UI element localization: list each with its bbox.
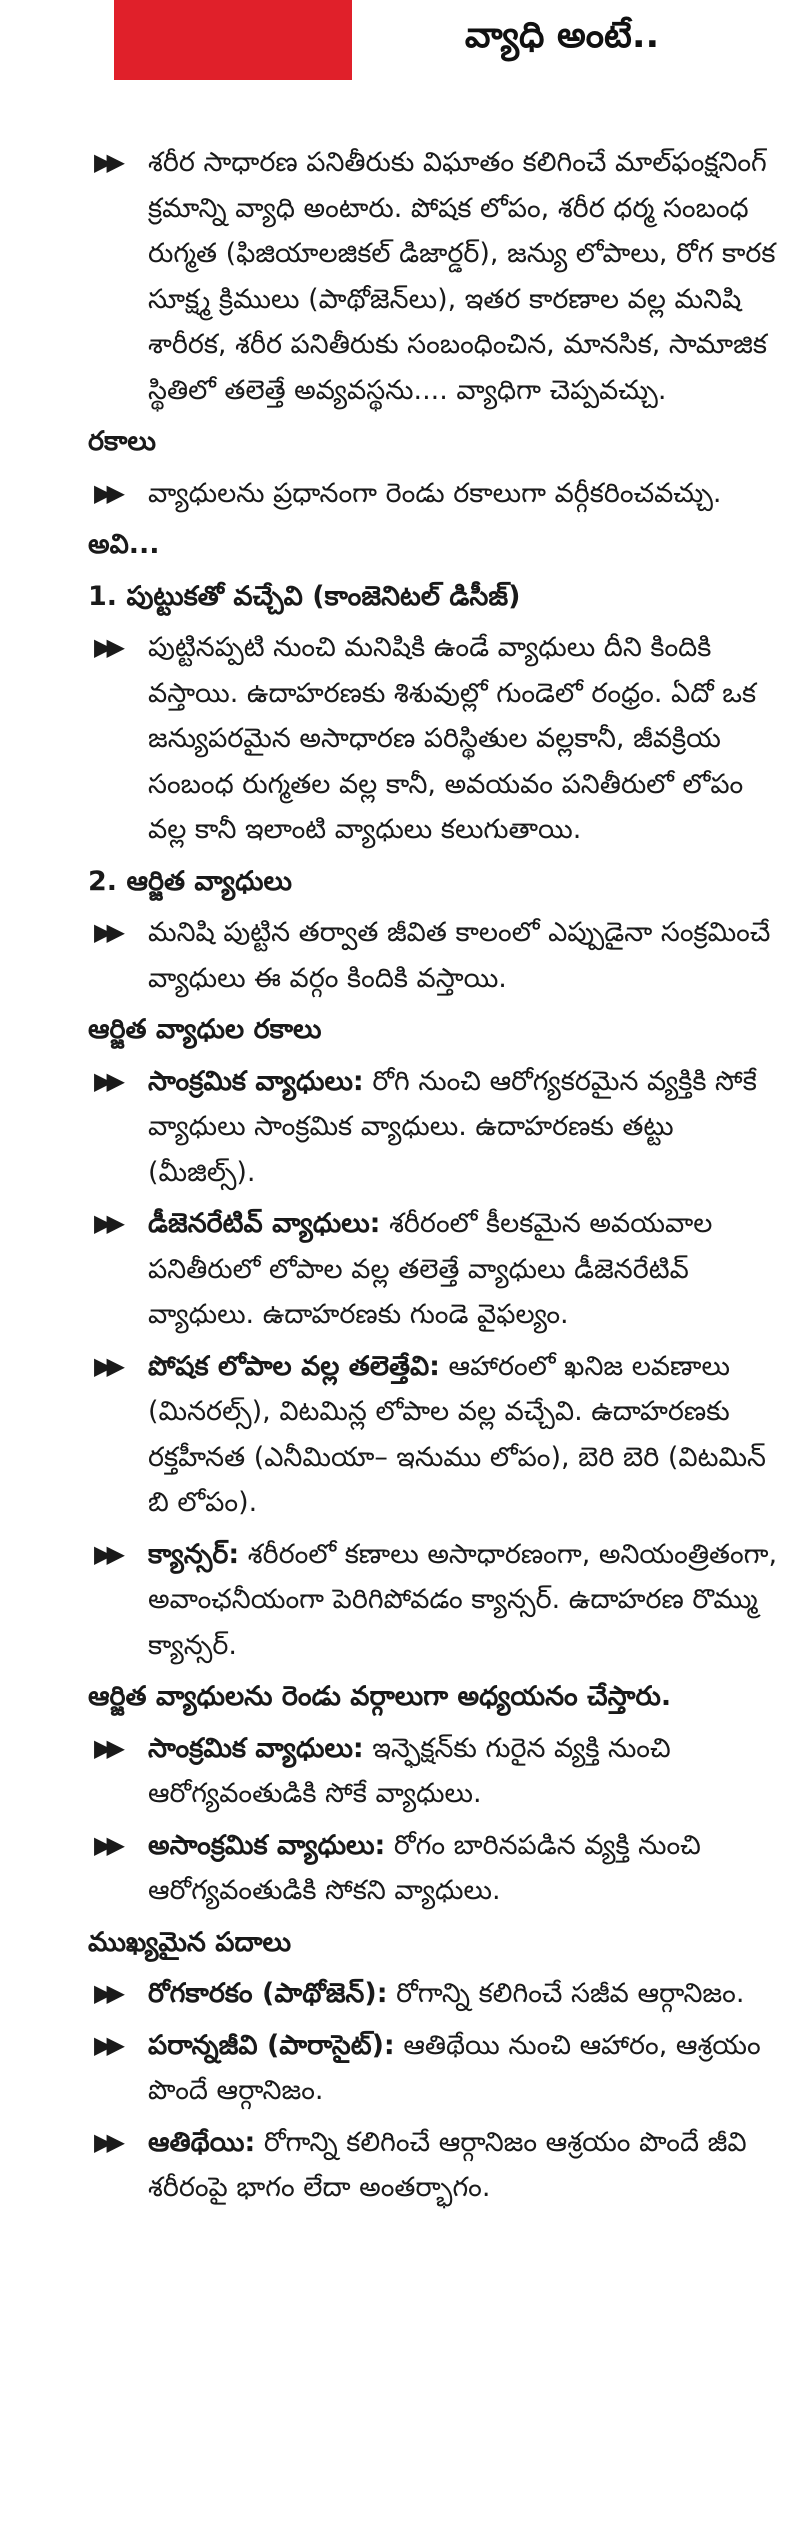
acquired-type-text: శరీరంలో కీలకమైన అవయవాల పనితీరులో లోపాల వల్ల తలెత్తే వ్యాధులు డీజెనరేటివ్ వ్యాధులు. ఉదాహరణకు గుండె వైఫల్యం. [148, 1208, 713, 1330]
double-chevron-icon: ▶▶ [94, 2127, 119, 2156]
key-term-name: రోగకారకం (పాథోజెన్): [148, 1978, 388, 2009]
study-type-item [88, 1726, 778, 1817]
acquired-type-item [88, 1059, 778, 1196]
double-chevron-icon: ▶▶ [94, 1733, 119, 1762]
key-term-item [88, 2023, 778, 2114]
key-term-text: ఆతిథేయి నుంచి ఆహారం, ఆశ్రయం పొందే ఆర్గానిజం. [148, 2029, 761, 2106]
acquired-type-item [88, 1201, 778, 1338]
double-chevron-icon: ▶▶ [94, 1351, 119, 1380]
study-type-term: అసాంక్రమిక వ్యాధులు: [148, 1829, 386, 1861]
key-term-item [88, 2120, 778, 2211]
acquired-type-term: సాంక్రమిక వ్యాధులు: [148, 1065, 364, 1097]
page-title: వ్యాధి అంటే.. [352, 0, 772, 80]
double-chevron-icon: ▶▶ [94, 1830, 119, 1859]
double-chevron-icon: ▶▶ [94, 2030, 119, 2059]
double-chevron-icon: ▶▶ [94, 148, 119, 176]
key-term-text: రోగాన్ని కలిగించే సజీవ ఆర్గానిజం. [387, 1978, 745, 2009]
double-chevron-icon: ▶▶ [94, 1979, 119, 2007]
types-heading: రకాలు [88, 426, 156, 457]
acquired-type-item [88, 1532, 778, 1669]
key-term-item [88, 1971, 778, 2017]
double-chevron-icon: ▶▶ [94, 918, 119, 946]
congenital-text: పుట్టినప్పటి నుంచి మనిషికి ఉండే వ్యాధులు దీని కిందికి వస్తాయి. ఉదాహరణకు శిశువుల్లో గుండెలో రంధ్రం. ఏదో ఒక జన్యుపరమైన అసాధారణ పరిస్థితుల వల్లకానీ, జీవక్రియ సంబంధ రుగ్మతల వల్ల కానీ, అవయవం పనితీరులో లోపం వల్ల కానీ ఇలాంటి వ్యాధులు కలుగుతాయి. [148, 632, 757, 845]
intro-text: శరీర సాధారణ పనితీరుకు విఘాతం కలిగించే మాల్‌ఫంక్షనింగ్ క్రమాన్ని వ్యాధి అంటారు. పోషక లోపం, శరీర ధర్మ సంబంధ రుగ్మత (ఫిజియాలజికల్ డిజార్డర్), జన్యు లోపాలు, రోగ కారక సూక్ష్మ క్రిములు (పాథోజెన్‌లు), ఇతర కారణాల వల్ల మనిషి శారీరక, శరీర పనితీరుకు సంబంధించిన, మానసిక, సామాజిక స్థితిలో తలెత్తే అవ్యవస్థను.... వ్యాధిగా చెప్పవచ్చు. [148, 147, 776, 406]
congenital-paragraph [88, 625, 778, 853]
study-type-text: ఇన్ఫెక్షన్‌కు గురైన వ్యక్తి నుంచి ఆరోగ్యవంతుడికి సోకే వ్యాధులు. [148, 1732, 671, 1809]
double-chevron-icon: ▶▶ [94, 1539, 119, 1568]
study-type-text: రోగం బారినపడిన వ్యక్తి నుంచి ఆరోగ్యవంతుడికి సోకని వ్యాధులు. [148, 1829, 701, 1906]
types-text: వ్యాధులను ప్రధానంగా రెండు రకాలుగా వర్గీకరించవచ్చు. [148, 477, 722, 509]
acquired-type-text: ఆహారంలో ఖనిజ లవణాలు (మినరల్స్), విటమిన్ల లోపాల వల్ల వచ్చేవి. ఉదాహరణకు రక్తహీనత (ఎనీమియా– ఇనుము లోపం), బెరి బెరి (విటమిన్ బి లోపం). [148, 1350, 766, 1518]
congenital-heading: 1. పుట్టుకతో వచ్చేవి (కాంజెనిటల్ డిసీజ్) [88, 580, 521, 612]
acquired-text: మనిషి పుట్టిన తర్వాత జీవిత కాలంలో ఎప్పుడైనా సంక్రమించే వ్యాధులు ఈ వర్గం కిందికి వస్తాయి. [148, 917, 771, 994]
double-chevron-icon: ▶▶ [94, 633, 119, 661]
key-term-name: ఆతిథేయి: [148, 2126, 256, 2158]
double-chevron-icon: ▶▶ [94, 1209, 119, 1237]
intro-paragraph [88, 140, 778, 413]
acquired-type-term: పోషక లోపాల వల్ల తలెత్తేవి: [148, 1350, 440, 1382]
acquired-types-heading: ఆర్జిత వ్యాధుల రకాలు [88, 1014, 322, 1045]
acquired-type-term: డీజెనరేటివ్ వ్యాధులు: [148, 1208, 381, 1239]
title-banner [114, 0, 764, 80]
article-body [88, 140, 778, 2217]
key-term-text: రోగాన్ని కలిగించే ఆర్గానిజం ఆశ్రయం పొందే జీవి శరీరంపై భాగం లేదా అంతర్భాగం. [148, 2126, 747, 2203]
acquired-heading: 2. ఆర్జిత వ్యాధులు [88, 865, 292, 897]
acquired-type-text: రోగి నుంచి ఆరోగ్యకరమైన వ్యక్తికి సోకే వ్యాధులు సాంక్రమిక వ్యాధులు. ఉదాహరణకు తట్టు (మీజిల్స్). [148, 1065, 757, 1188]
double-chevron-icon: ▶▶ [94, 1066, 119, 1095]
key-term-name: పరాన్నజీవి (పారాసైట్): [148, 2029, 395, 2061]
acquired-paragraph [88, 910, 778, 1001]
acquired-type-text: శరీరంలో కణాలు అసాధారణంగా, అనియంత్రితంగా, అవాంఛనీయంగా పెరిగిపోవడం క్యాన్సర్. ఉదాహరణ రొమ్ము క్యాన్సర్. [148, 1538, 778, 1661]
study-type-item [88, 1823, 778, 1914]
study-type-term: సాంక్రమిక వ్యాధులు: [148, 1732, 364, 1764]
avi-label: అవి... [88, 529, 160, 560]
acquired-type-term: క్యాన్సర్: [148, 1538, 240, 1570]
study-heading: ఆర్జిత వ్యాధులను రెండు వర్గాలుగా అధ్యయనం చేస్తారు. [88, 1681, 672, 1712]
acquired-type-item [88, 1344, 778, 1526]
double-chevron-icon: ▶▶ [94, 478, 119, 507]
types-paragraph [88, 471, 778, 517]
key-terms-heading: ముఖ్యమైన పదాలు [88, 1926, 292, 1958]
